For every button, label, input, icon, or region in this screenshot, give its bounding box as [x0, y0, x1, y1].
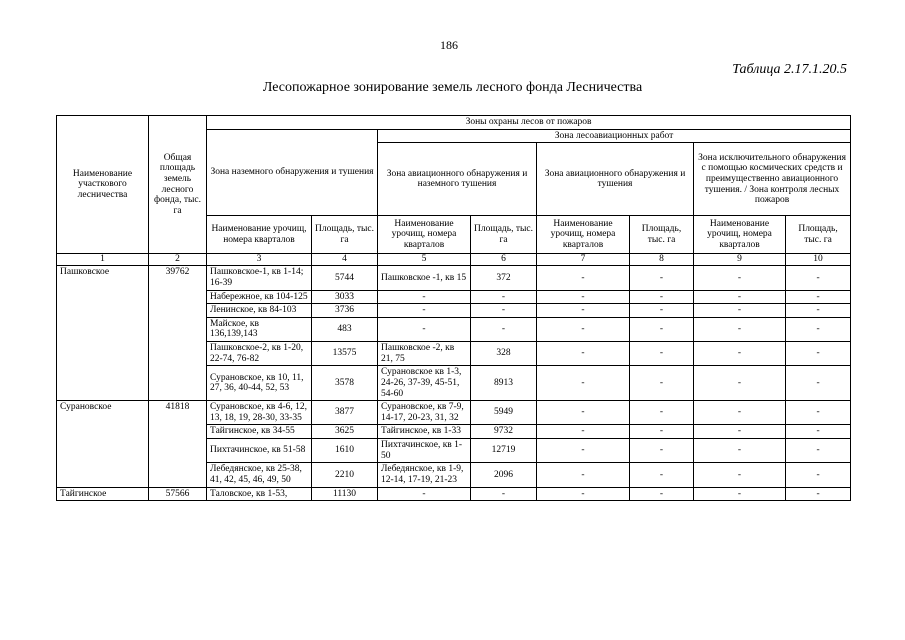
- ground-name-cell: Ленинское, кв 84-103: [207, 304, 312, 318]
- avia-ground-name-cell: Сурановское кв 1-3, 24-26, 37-39, 45-51, 54-60: [378, 366, 471, 401]
- avia-ground-area-cell: 9732: [471, 425, 537, 439]
- avia-name-cell: -: [537, 401, 630, 425]
- avia-ground-name-cell: Пашковское -2, кв 21, 75: [378, 342, 471, 366]
- avia-ground-name-cell: Сурановское, кв 7-9, 14-17, 20-23, 31, 32: [378, 401, 471, 425]
- subheader-area: Площадь, тыс. га: [471, 216, 537, 254]
- ground-area-cell: 3625: [312, 425, 378, 439]
- avia-ground-area-cell: 5949: [471, 401, 537, 425]
- exclusive-name-cell: -: [694, 425, 786, 439]
- avia-name-cell: -: [537, 317, 630, 341]
- avia-area-cell: -: [630, 439, 694, 463]
- exclusive-area-cell: -: [786, 425, 851, 439]
- avia-ground-area-cell: 372: [471, 266, 537, 290]
- column-number: 6: [471, 254, 537, 266]
- avia-area-cell: -: [630, 463, 694, 487]
- column-number: 9: [694, 254, 786, 266]
- avia-area-cell: -: [630, 304, 694, 318]
- exclusive-area-cell: -: [786, 290, 851, 304]
- avia-ground-name-cell: Лебедянское, кв 1-9, 12-14, 17-19, 21-23: [378, 463, 471, 487]
- exclusive-area-cell: -: [786, 366, 851, 401]
- column-number-row: [57, 254, 851, 266]
- total-area-cell: 39762: [149, 266, 207, 401]
- column-number: 5: [378, 254, 471, 266]
- exclusive-area-cell: -: [786, 317, 851, 341]
- ground-area-cell: 5744: [312, 266, 378, 290]
- header-avia-works-zone: Зона лесоавиационных работ: [378, 129, 851, 143]
- table-row: [57, 401, 851, 425]
- avia-ground-area-cell: -: [471, 304, 537, 318]
- total-area-cell: 41818: [149, 401, 207, 487]
- table-body: [57, 254, 851, 501]
- avia-name-cell: -: [537, 487, 630, 501]
- column-number: 4: [312, 254, 378, 266]
- ground-name-cell: Пихтачинское, кв 51-58: [207, 439, 312, 463]
- ground-area-cell: 3877: [312, 401, 378, 425]
- avia-ground-area-cell: -: [471, 290, 537, 304]
- ground-name-cell: Пашковское-1, кв 1-14; 16-39: [207, 266, 312, 290]
- subheader-area: Площадь, тыс. га: [630, 216, 694, 254]
- avia-area-cell: -: [630, 290, 694, 304]
- avia-ground-area-cell: 328: [471, 342, 537, 366]
- forestry-name-cell: Сурановское: [57, 401, 149, 487]
- forest-fire-zoning-table: [56, 115, 851, 501]
- exclusive-name-cell: -: [694, 439, 786, 463]
- column-number: 2: [149, 254, 207, 266]
- exclusive-name-cell: -: [694, 463, 786, 487]
- header-avia-ground-zone: Зона авиационного обнаружения и наземного тушения: [378, 143, 537, 216]
- header-forestry-name: Наименование участкового лесничества: [57, 116, 149, 254]
- exclusive-area-cell: -: [786, 487, 851, 501]
- avia-area-cell: -: [630, 266, 694, 290]
- avia-name-cell: -: [537, 290, 630, 304]
- subheader-name: Наименование урочищ, номера кварталов: [694, 216, 786, 254]
- ground-name-cell: Сурановское, кв 4-6, 12, 13, 18, 19, 28-30, 33-35: [207, 401, 312, 425]
- ground-area-cell: 2210: [312, 463, 378, 487]
- avia-ground-name-cell: Пашковское -1, кв 15: [378, 266, 471, 290]
- avia-name-cell: -: [537, 425, 630, 439]
- header-exclusive-zone: Зона исключительного обнаружения с помощью космических средств и преимущественно авиационного тушения. / Зона контроля лесных пожаров: [694, 143, 851, 216]
- avia-ground-area-cell: -: [471, 317, 537, 341]
- ground-name-cell: Сурановское, кв 10, 11, 27, 36, 40-44, 52, 53: [207, 366, 312, 401]
- ground-name-cell: Тайгинское, кв 34-55: [207, 425, 312, 439]
- exclusive-area-cell: -: [786, 439, 851, 463]
- avia-area-cell: -: [630, 366, 694, 401]
- avia-ground-name-cell: -: [378, 317, 471, 341]
- avia-name-cell: -: [537, 439, 630, 463]
- column-number: 8: [630, 254, 694, 266]
- ground-area-cell: 483: [312, 317, 378, 341]
- avia-name-cell: -: [537, 304, 630, 318]
- avia-ground-area-cell: 2096: [471, 463, 537, 487]
- avia-area-cell: -: [630, 487, 694, 501]
- ground-area-cell: 1610: [312, 439, 378, 463]
- exclusive-area-cell: -: [786, 304, 851, 318]
- avia-name-cell: -: [537, 463, 630, 487]
- ground-area-cell: 3033: [312, 290, 378, 304]
- avia-ground-name-cell: -: [378, 290, 471, 304]
- table-row: [57, 266, 851, 290]
- ground-area-cell: 3736: [312, 304, 378, 318]
- header-avia-zone: Зона авиационного обнаружения и тушения: [537, 143, 694, 216]
- ground-name-cell: Лебедянское, кв 25-38, 41, 42, 45, 46, 49, 50: [207, 463, 312, 487]
- header-total-area: Общая площадь земель лесного фонда, тыс. га: [149, 116, 207, 254]
- column-number: 3: [207, 254, 312, 266]
- avia-ground-area-cell: 12719: [471, 439, 537, 463]
- header-protection-zones: Зоны охраны лесов от пожаров: [207, 116, 851, 130]
- exclusive-area-cell: -: [786, 463, 851, 487]
- exclusive-name-cell: -: [694, 342, 786, 366]
- avia-name-cell: -: [537, 342, 630, 366]
- total-area-cell: 57566: [149, 487, 207, 501]
- avia-ground-name-cell: Пихтачинское, кв 1-50: [378, 439, 471, 463]
- ground-area-cell: 3578: [312, 366, 378, 401]
- exclusive-name-cell: -: [694, 304, 786, 318]
- subheader-name: Наименование урочищ, номера кварталов: [537, 216, 630, 254]
- avia-ground-name-cell: -: [378, 304, 471, 318]
- avia-name-cell: -: [537, 366, 630, 401]
- subheader-name: Наименование урочищ, номера кварталов: [378, 216, 471, 254]
- document-title: Лесопожарное зонирование земель лесного фонда Лесничества: [262, 80, 643, 95]
- ground-name-cell: Набережное, кв 104-125: [207, 290, 312, 304]
- ground-area-cell: 11130: [312, 487, 378, 501]
- exclusive-name-cell: -: [694, 317, 786, 341]
- exclusive-area-cell: -: [786, 266, 851, 290]
- exclusive-name-cell: -: [694, 290, 786, 304]
- exclusive-area-cell: -: [786, 401, 851, 425]
- ground-name-cell: Таловское, кв 1-53,: [207, 487, 312, 501]
- subheader-area: Площадь, тыс. га: [312, 216, 378, 254]
- ground-name-cell: Пашковское-2, кв 1-20, 22-74, 76-82: [207, 342, 312, 366]
- avia-area-cell: -: [630, 317, 694, 341]
- exclusive-name-cell: -: [694, 366, 786, 401]
- avia-ground-name-cell: -: [378, 487, 471, 501]
- avia-area-cell: -: [630, 425, 694, 439]
- ground-name-cell: Майское, кв 136,139,143: [207, 317, 312, 341]
- exclusive-area-cell: -: [786, 342, 851, 366]
- forestry-name-cell: Тайгинское: [57, 487, 149, 501]
- exclusive-name-cell: -: [694, 401, 786, 425]
- column-number: 7: [537, 254, 630, 266]
- avia-ground-name-cell: Тайгинское, кв 1-33: [378, 425, 471, 439]
- column-number: 1: [57, 254, 149, 266]
- ground-area-cell: 13575: [312, 342, 378, 366]
- header-ground-zone: Зона наземного обнаружения и тушения: [207, 129, 378, 216]
- page-number: 186: [440, 38, 458, 52]
- avia-area-cell: -: [630, 342, 694, 366]
- avia-ground-area-cell: 8913: [471, 366, 537, 401]
- avia-name-cell: -: [537, 266, 630, 290]
- avia-area-cell: -: [630, 401, 694, 425]
- subheader-area: Площадь, тыс. га: [786, 216, 851, 254]
- exclusive-name-cell: -: [694, 487, 786, 501]
- column-number: 10: [786, 254, 851, 266]
- table-reference: Таблица 2.17.1.20.5: [732, 62, 847, 77]
- exclusive-name-cell: -: [694, 266, 786, 290]
- table-row: [57, 487, 851, 501]
- forestry-name-cell: Пашковское: [57, 266, 149, 401]
- subheader-name: Наименование урочищ, номера кварталов: [207, 216, 312, 254]
- avia-ground-area-cell: -: [471, 487, 537, 501]
